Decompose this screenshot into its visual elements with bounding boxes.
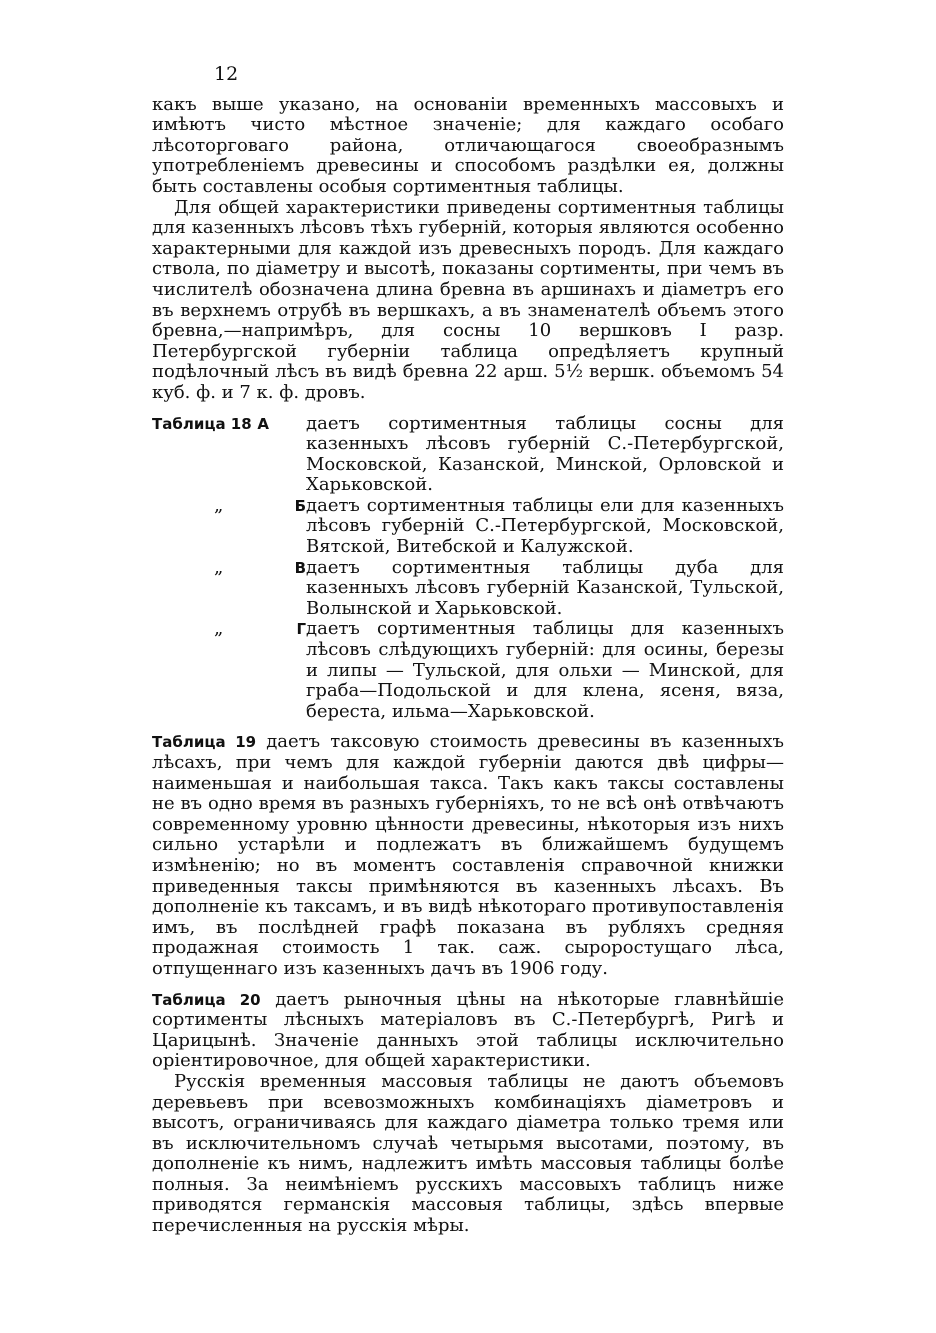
table-18-item [152, 619, 784, 722]
item-text: даетъ сортиментныя таблицы сосны для казенныхъ лѣсовъ губернiй С.-Петербургской, Московской, Казанской, Минской, Орловской и Харьковской. [306, 412, 784, 496]
table-19-label: Таблица 19 [152, 733, 257, 752]
item-text: даетъ сортиментныя таблицы для казенныхъ лѣсовъ слѣдующихъ губернiй: для осины, березы и липы — Тульской, для ольхи — Минской, для граба—Подольской и для клена, ясеня, вяза, береста, ильма—Харьковской. [306, 618, 784, 722]
table-18-item [152, 414, 784, 496]
ditto-mark: „ [214, 556, 224, 578]
table-18-item [152, 496, 784, 558]
item-text: даетъ сортиментныя таблицы ели для казенныхъ лѣсовъ губернiй С.-Петербургской, Московской, Вятской, Витебской и Калужской. [306, 494, 784, 558]
table-20-text: даетъ рыночныя цѣны на нѣкоторые главнѣйшiе сортименты лѣсныхъ матерiаловъ въ С.-Петербургѣ, Ригѣ и Царицынѣ. Значенiе данныхъ этой таблицы исключительно орiентировочное, для общей характеристики. [152, 988, 784, 1072]
ditto-mark: „ [214, 494, 224, 516]
paragraph-table-20 [152, 990, 784, 1072]
paragraph-characteristics: Для общей характеристики приведены сортиментныя таблицы для казенныхъ лѣсовъ тѣхъ губернiй, которыя являются особенно характерными для каждой изъ древесныхъ породъ. Для каждаго ствола, по дiаметру и высотѣ, показаны сортименты, при чемъ въ числителѣ обозначена длина бревна въ аршинахъ и дiаметръ его въ верхнемъ отрубѣ въ вершкахъ, а въ знаменателѣ объемъ этого бревна,—напримѣръ, для сосны 10 вершковъ I разр. Петербургской губернiи таблица опредѣляетъ крупный подѣлочный лѣсъ въ видѣ бревна 22 арш. 5½ вершк. объемомъ 54 куб. ф. и 7 к. ф. дровъ. [152, 196, 784, 403]
table-19-text: даетъ таксовую стоимость древесины въ казенныхъ лѣсахъ, при чемъ для каждой губернiи даются двѣ цифры—наименьшая и наибольшая такса. Такъ какъ таксы составлены не въ одно время въ разныхъ губернiяхъ, то не всѣ онѣ отвѣчаютъ современному уровню цѣнности древесины, нѣкоторыя изъ нихъ сильно устарѣли и подлежатъ въ ближайшемъ будущемъ измѣненiю; но въ моментъ составленiя справочной книжки приведенныя таксы примѣняются въ казенныхъ лѣсахъ. Въ дополненiе къ таксамъ, и въ видѣ нѣкотораго противупоставленiя имъ, въ послѣдней графѣ показана въ рубляхъ средняя продажная стоимость 1 так. саж. сыроростущаго лѣса, отпущеннаго изъ казенныхъ дачъ въ 1906 году. [152, 731, 784, 979]
item-letter: Б [294, 496, 306, 515]
table-18-list [152, 414, 784, 723]
table-20-label: Таблица 20 [152, 990, 261, 1009]
item-letter: В [294, 558, 306, 577]
paragraph-mass-tables: Русскiя временныя массовыя таблицы не даютъ объемовъ деревьевъ при всевозможныхъ комбинацiяхъ дiаметровъ и высотъ, ограничиваясь для каждаго дiаметра только тремя или въ исключительномъ случаѣ четырьмя высотами, поэтому, въ дополненiе къ нимъ, надлежитъ имѣть массовыя таблицы болѣе полныя. За неимѣнiемъ русскихъ массовыхъ таблицъ ниже приводятся германскiя массовыя таблицы, здѣсь впервые перечисленныя на русскiя мѣры. [152, 1070, 784, 1237]
paragraph-table-19 [152, 732, 784, 979]
page-number: 12 [214, 63, 239, 85]
item-text: даетъ сортиментныя таблицы дуба для казенныхъ лѣсовъ губернiй Казанской, Тульской, Волынской и Харьковской. [306, 556, 784, 619]
item-letter: А [257, 414, 270, 433]
table-18-label: Таблица 18 [152, 414, 252, 433]
table-18-item [152, 558, 784, 620]
ditto-mark: „ [214, 618, 224, 640]
paragraph-intro: какъ выше указано, на основанiи временныхъ массовыхъ и имѣютъ чисто мѣстное значенiе; для каждаго особаго лѣсоторговаго района, отличающагося своеобразнымъ употребленiемъ древесины и способомъ раздѣлки ея, должны быть составлены особыя сортиментныя таблицы. [152, 93, 784, 197]
item-letter: Г [296, 620, 306, 639]
page [152, 64, 784, 1237]
